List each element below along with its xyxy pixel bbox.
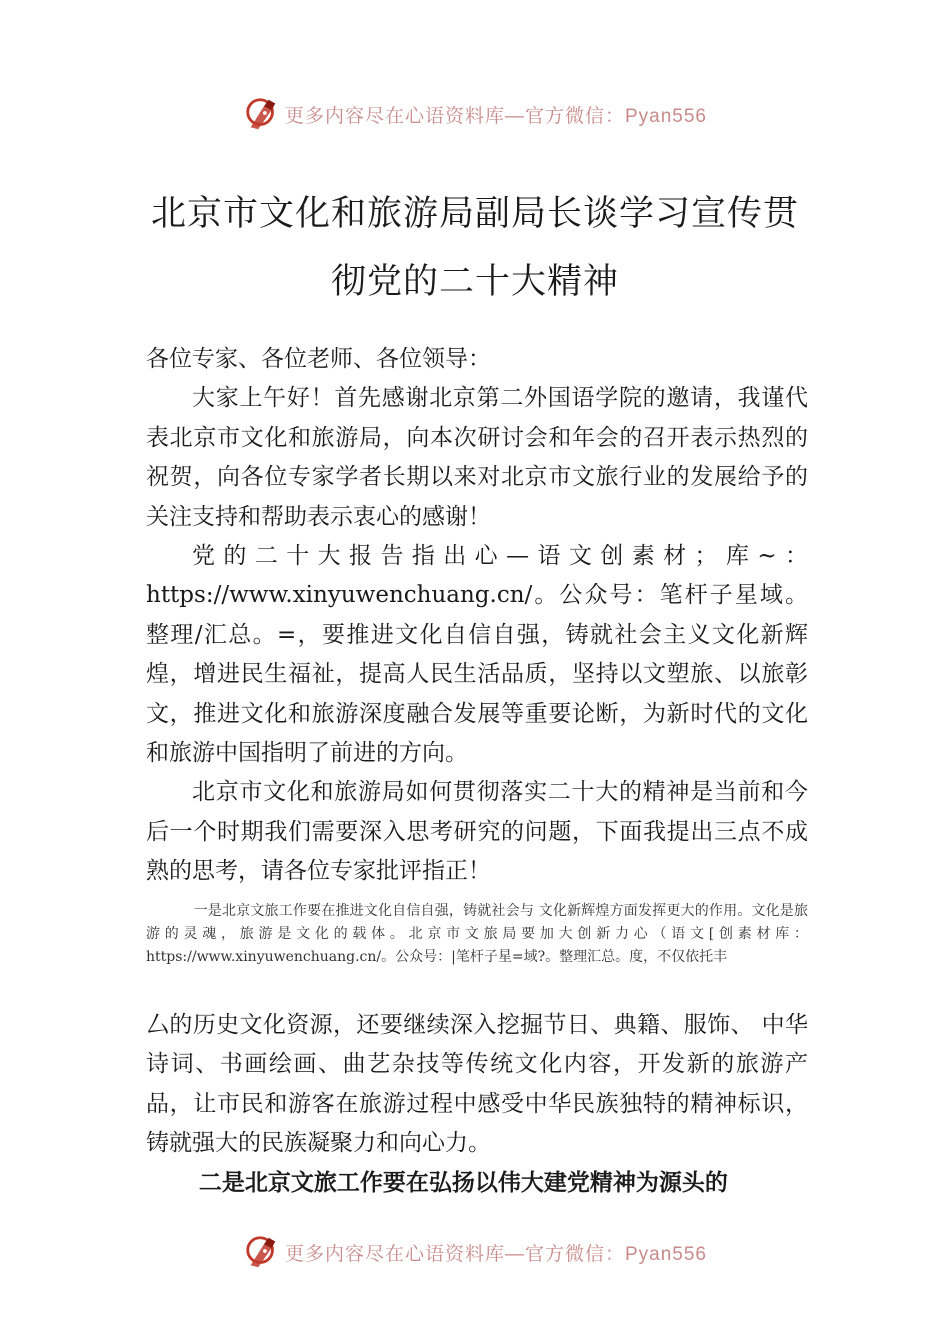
title-line-1: 北京市文化和旅游局副局长谈学习宣传贯 bbox=[150, 194, 799, 234]
section-heading-block bbox=[146, 1163, 808, 1203]
document-title bbox=[120, 180, 830, 316]
header-watermark bbox=[0, 94, 950, 134]
continuation-block bbox=[146, 1006, 808, 1164]
pen-nib-logo-icon bbox=[243, 1233, 281, 1271]
paragraph-3: 北京市文化和旅游局如何贯彻落实二十大的精神是当前和今后一个时期我们需要深入思考研究的问题，下面我提出三点不成熟的思考，请各位专家批评指正！ bbox=[146, 779, 808, 885]
title-line-2: 彻党的二十大精神 bbox=[330, 262, 619, 302]
pen-nib-logo-icon bbox=[243, 95, 281, 133]
paragraph-2: 党的二十大报告指出心—语文创素材；库~：https://www.xinyuwenchuang.cn/。公众号：笔杆子星域。整理/汇总。=，要推进文化自信自强，铸就社会主义文化新辉煌，增进民生福祉，提高人民生活品质，坚持以文塑旅、以旅彰文，推进文化和旅游深度融合发展等重要论断，为新时代的文化和旅游中国指明了前进的方向。 bbox=[146, 543, 808, 767]
paragraph-1: 大家上午好！首先感谢北京第二外国语学院的邀请，我谨代表北京市文化和旅游局，向本次研讨会和年会的召开表示热烈的祝贺，向各位专家学者长期以来对北京市文旅行业的发展给予的关注支持和帮助表示衷心的感谢！ bbox=[146, 385, 808, 530]
salutation: 各位专家、各位老师、各位领导： bbox=[146, 346, 491, 372]
section-heading-2: 二是北京文旅工作要在弘扬以伟大建党精神为源头的 bbox=[198, 1170, 728, 1196]
header-watermark-text: 更多内容尽在心语资料库—官方微信：Pyan556 bbox=[284, 105, 707, 127]
document-body bbox=[146, 340, 808, 892]
small-text-block bbox=[146, 900, 808, 969]
footer-watermark-text: 更多内容尽在心语资料库—官方微信：Pyan556 bbox=[284, 1243, 707, 1265]
continuation-paragraph: 厶的历史文化资源，还要继续深入挖掘节日、典籍、服饰、 中华诗词、书画绘画、曲艺杂技等传统文化内容，开发新的旅游产品，让市民和游客在旅游过程中感受中华民族独特的精神标识，铸就强大的民族凝聚力和向心力。 bbox=[146, 1012, 808, 1157]
footer-watermark bbox=[0, 1232, 950, 1272]
small-paragraph: 一是北京文旅工作要在推进文化自信自强，铸就社会与 文化新辉煌方面发挥更大的作用。文化是旅游的灵魂，旅游是文化的载体。北京市文旅局要加大创新力心（语文[创素材库：https://www.xinyuwenchuang.cn/。公众号：|笔杆子星=域?。整理汇总。度，不仅依托丰 bbox=[146, 903, 808, 965]
